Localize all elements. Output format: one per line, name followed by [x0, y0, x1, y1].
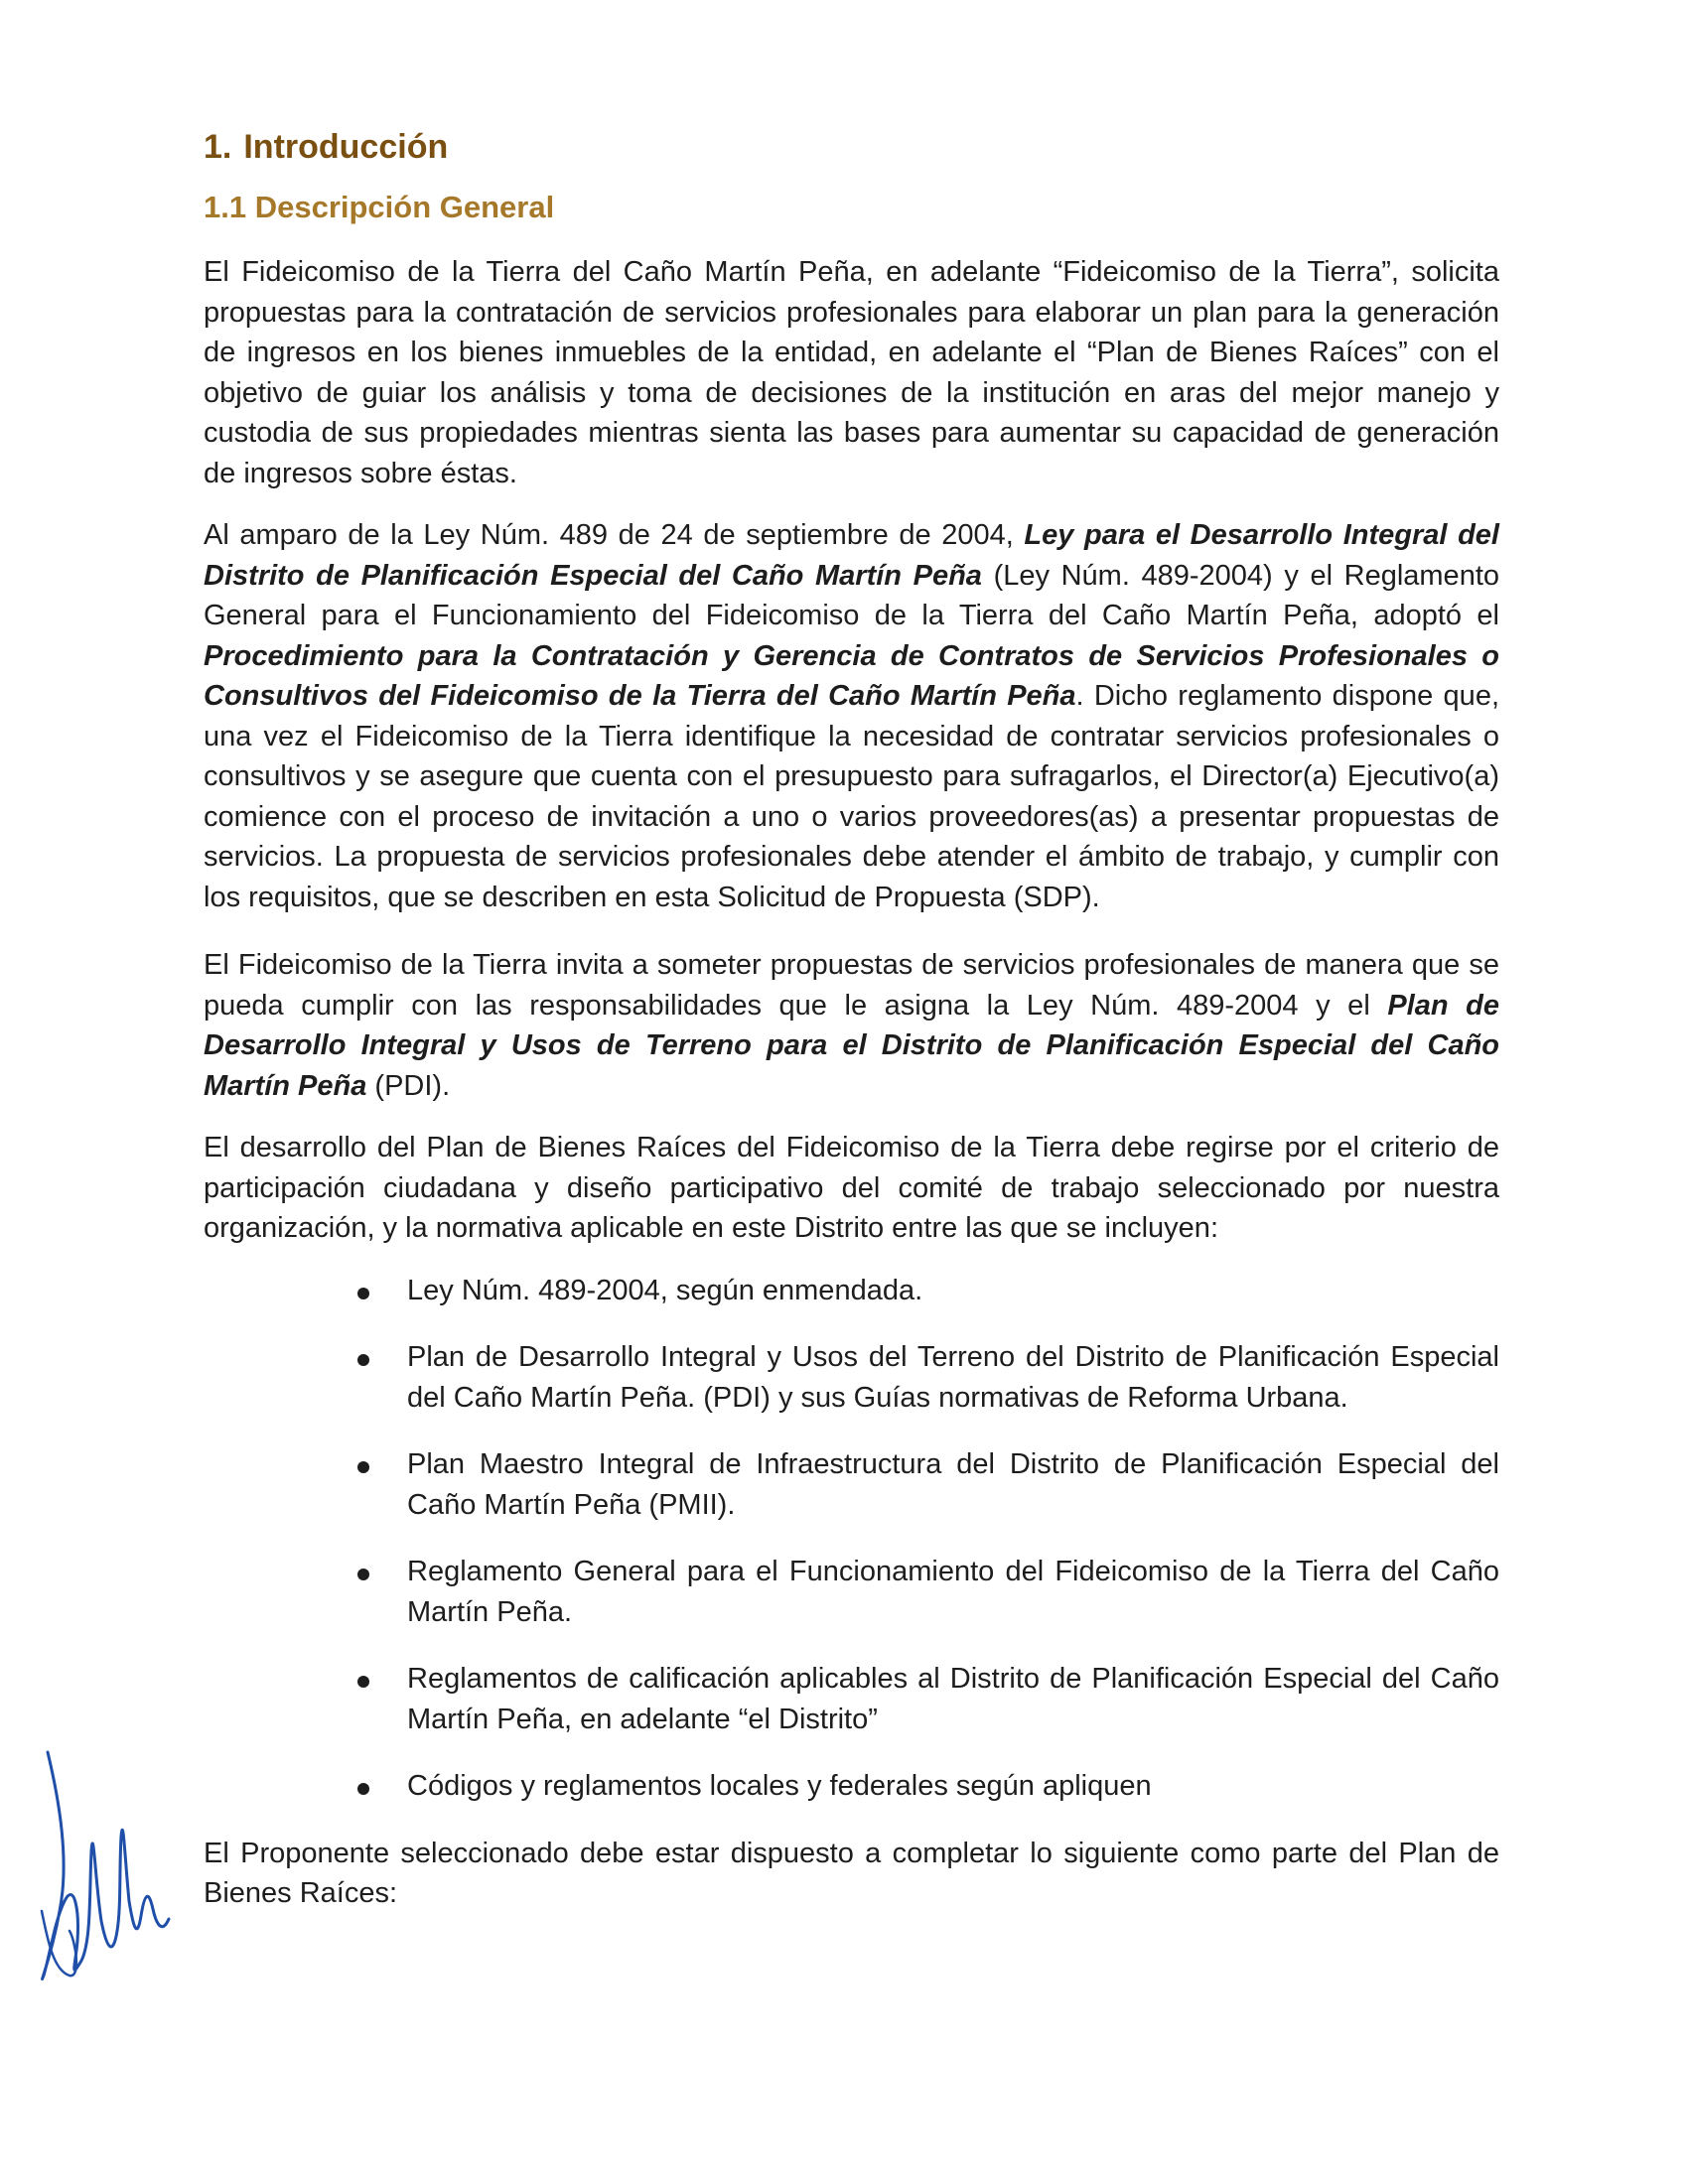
list-item: Reglamentos de calificación aplicables al Distrito de Planificación Especial del Caño Martín Peña, en adelante “el Distrito” — [357, 1659, 1499, 1739]
bullet-icon — [357, 1461, 369, 1473]
list-item: Ley Núm. 489-2004, según enmendada. — [357, 1271, 1499, 1311]
para3-text-2: (PDI). — [366, 1069, 451, 1102]
para3-text-1: El Fideicomiso de la Tierra invita a someter propuestas de servicios profesionales de manera que se pueda cumplir con las responsabilidades que le asigna la Ley Núm. 489-2004 y el — [204, 949, 1499, 1022]
para2-text-1: Al amparo de la Ley Núm. 489 de 24 de septiembre de 2004, — [204, 519, 1025, 551]
para3-bold-plan-title: Plan de Desarrollo Integral y Usos de Terreno para el Distrito de Planificación Especial del Caño Martín Peña — [204, 989, 1499, 1102]
list-item: Códigos y reglamentos locales y federales según apliquen — [357, 1766, 1499, 1807]
bullet-icon — [357, 1354, 369, 1366]
section-heading — [204, 117, 1499, 177]
bullet-icon — [357, 1288, 369, 1299]
subsection-heading: 1.1 Descripción General — [204, 190, 555, 224]
section-title: Introducción — [243, 128, 449, 166]
list-item: Plan de Desarrollo Integral y Usos del Terreno del Distrito de Planificación Especial del Caño Martín Peña. (PDI) y sus Guías normativas de Reforma Urbana. — [357, 1337, 1499, 1418]
paragraph-4: El desarrollo del Plan de Bienes Raíces del Fideicomiso de la Tierra debe regirse por el criterio de participación ciudadana y diseño participativo del comité de trabajo seleccionado por nuestra organización, y la normativa aplicable en este Distrito entre las que se incluyen: — [204, 1132, 1499, 1244]
list-item: Reglamento General para el Funcionamiento del Fideicomiso de la Tierra del Caño Martín Peña. — [357, 1552, 1499, 1632]
bullet-icon — [357, 1676, 369, 1688]
paragraph-1: El Fideicomiso de la Tierra del Caño Martín Peña, en adelante “Fideicomiso de la Tierra”, solicita propuestas para la contratación de servicios profesionales para elaborar un plan para la generación de ingresos en los bienes inmuebles de la entidad, en adelante el “Plan de Bienes Raíces” con el objetivo de guiar los análisis y toma de decisiones de la institución en aras del mejor manejo y custodia de sus propiedades mientras sienta las bases para aumentar su capacidad de generación de ingresos sobre éstas. — [204, 256, 1499, 489]
bullet-icon — [357, 1569, 369, 1580]
paragraph-3 — [204, 945, 1499, 1106]
list-item: Plan Maestro Integral de Infraestructura del Distrito de Planificación Especial del Caño Martín Peña (PMII). — [357, 1444, 1499, 1525]
para2-text-2: (Ley Núm. 489-2004) y el Reglamento General para el Funcionamiento del Fideicomiso de la Tierra del Caño Martín Peña, adoptó el — [204, 559, 1500, 631]
paragraph-2 — [204, 515, 1499, 917]
section-number: 1. — [204, 128, 232, 166]
para2-text-3: . Dicho reglamento dispone que, una vez el Fideicomiso de la Tierra identifique la necesidad de contratar servicios profesionales o consultivos y se asegure que cuenta con el presupuesto para sufragarlos, el Director(a) Ejecutivo(a) comience con el proceso de invitación a uno o varios proveedores(as) a presentar propuestas de servicios. La propuesta de servicios profesionales debe atender el ámbito de trabajo, y cumplir con los requisitos, que se describen en esta Solicitud de Propuesta (SDP). — [204, 680, 1499, 913]
document-page — [204, 117, 1499, 1914]
paragraph-5: El Proponente seleccionado debe estar dispuesto a completar lo siguiente como parte del Plan de Bienes Raíces: — [204, 1837, 1499, 1909]
regulations-list — [204, 1271, 1499, 1807]
bullet-icon — [357, 1783, 369, 1795]
handwritten-signature-icon — [30, 1742, 179, 2000]
para2-bold-law-title: Ley para el Desarrollo Integral del Distrito de Planificación Especial del Caño Martín Peña — [204, 519, 1499, 592]
para2-bold-procedure-title: Procedimiento para la Contratación y Gerencia de Contratos de Servicios Profesionales o Consultivos del Fideicomiso de la Tierra del Caño Martín Peña — [204, 639, 1499, 712]
